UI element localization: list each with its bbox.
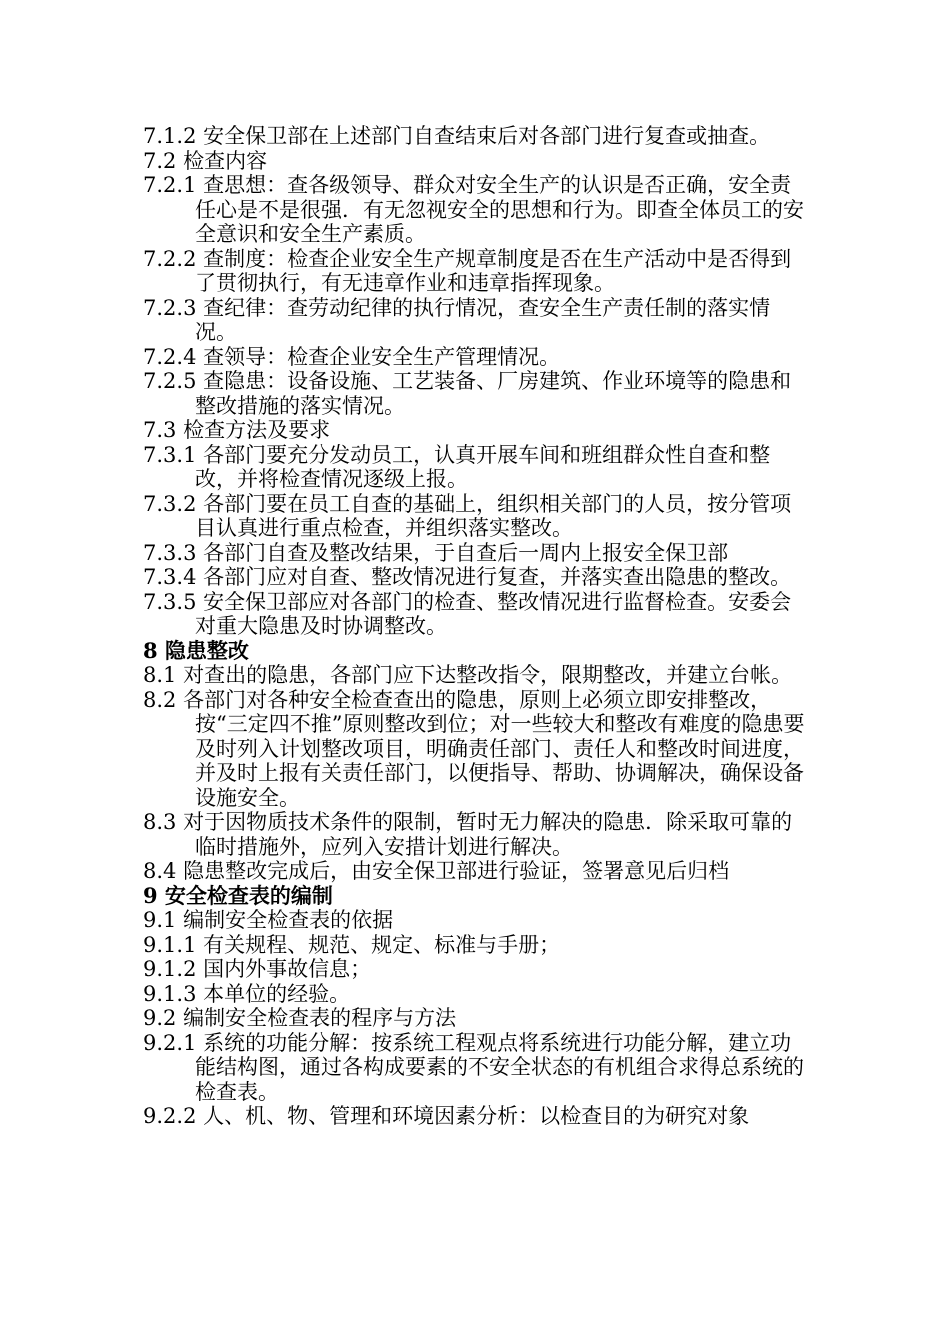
paragraph: 9.1.2 国内外事故信息； [143,957,372,981]
paragraph: 8.4 隐患整改完成后，由安全保卫部进行验证，签署意见后归档 [143,859,730,883]
paragraph: 9.1 编制安全检查表的依据 [143,908,394,932]
section-heading: 9 安全检查表的编制 [143,882,333,908]
paragraph: 9.2.1 系统的功能分解：按系统工程观点将系统进行功能分解，建立功能结构图，通过各构成要素的不安全状态的有机组合求得总系统的检查表。 [143,1030,804,1104]
paragraph: 7.3 检查方法及要求 [143,418,331,442]
paragraph: 9.1.1 有关规程、规范、规定、标准与手册； [143,932,561,957]
paragraph: 7.2.5 查隐患：设备设施、工艺装备、厂房建筑、作业环境等的隐患和整改措施的落实情况。 [143,369,792,418]
paragraph: 7.2.2 查制度：检查企业安全生产规章制度是否在生产活动中是否得到了贯彻执行，有无违章作业和违章指挥现象。 [143,246,792,295]
paragraph: 9.2 编制安全检查表的程序与方法 [143,1006,457,1030]
paragraph: 7.2.3 查纪律：查劳动纪律的执行情况，查安全生产责任制的落实情况。 [143,295,771,344]
paragraph: 7.2.1 查思想：查各级领导、群众对安全生产的认识是否正确，安全责任心是不是很强．有无忽视安全的思想和行为。即查全体员工的安全意识和安全生产素质。 [143,173,804,246]
paragraph: 7.2.4 查领导：检查企业安全生产管理情况。 [143,344,561,369]
paragraph: 7.3.3 各部门自查及整改结果，于自查后一周内上报安全保卫部 [143,540,729,565]
paragraph: 7.2 检查内容 [143,148,268,173]
paragraph: 7.3.4 各部门应对自查、整改情况进行复查，并落实查出隐患的整改。 [143,565,792,589]
paragraph: 7.3.1 各部门要充分发动员工，认真开展车间和班组群众性自查和整改，并将检查情况逐级上报。 [143,442,771,491]
paragraph: 7.3.2 各部门要在员工自查的基础上，组织相关部门的人员，按分管项目认真进行重点检查，并组织落实整改。 [143,491,792,540]
section-heading: 8 隐患整改 [143,637,249,663]
paragraph: 8.1 对查出的隐患，各部门应下达整改指令，限期整改，并建立台帐。 [143,663,793,687]
paragraph: 8.2 各部门对各种安全检查查出的隐患，原则上必须立即安排整改，按“三定四不推”原则整改到位；对一些较大和整改有难度的隐患要及时列入计划整改项目，明确责任部门、责任人和整改时间进度，并及时上报有关责任部门，以便指导、帮助、协调解决，确保设备设施安全。 [143,687,805,810]
paragraph: 7.3.5 安全保卫部应对各部门的检查、整改情况进行监督检查。安委会对重大隐患及时协调整改。 [143,589,792,638]
paragraph: 9.1.3 本单位的经验。 [143,981,351,1006]
paragraph: 9.2.2 人、机、物、管理和环境因素分析：以检查目的为研究对象 [143,1104,750,1128]
document-body [143,124,811,1129]
paragraph: 7.1.2 安全保卫部在上述部门自查结束后对各部门进行复查或抽查。 [143,124,771,148]
paragraph: 8.3 对于因物质技术条件的限制，暂时无力解决的隐患．除采取可靠的临时措施外，应列入安措计划进行解决。 [143,810,793,859]
